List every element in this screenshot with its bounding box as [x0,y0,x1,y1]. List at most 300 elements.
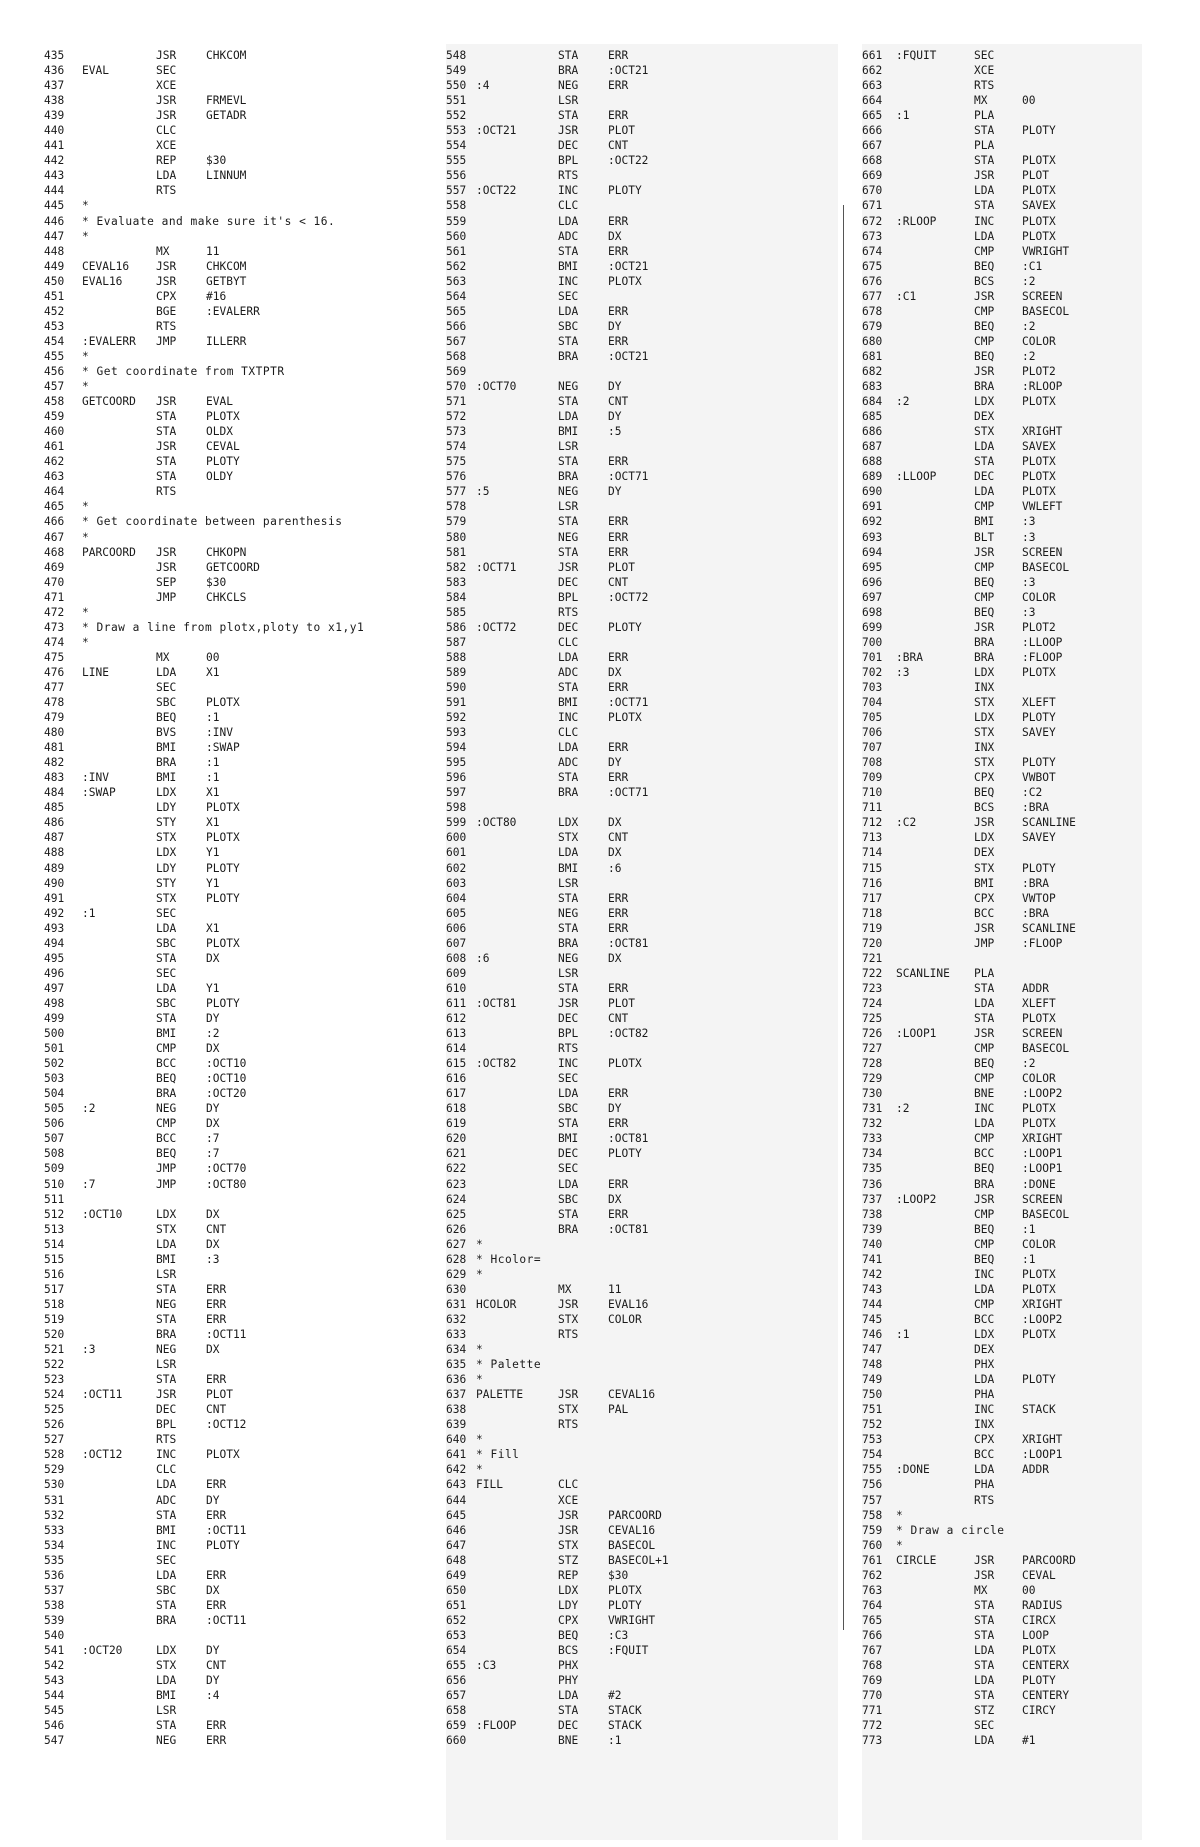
line-number: 497 [44,981,65,995]
operand: ERR [608,244,629,258]
opcode: LDA [558,304,579,318]
line-number: 580 [446,530,467,544]
opcode: STA [558,49,579,62]
opcode: CMP [974,560,995,574]
line-number: 438 [44,94,65,108]
line-number: 436 [44,64,65,78]
opcode: BRA [558,64,579,78]
opcode: JSR [558,1523,579,1537]
line-number: 478 [44,696,65,710]
line-number: 479 [44,711,65,725]
code-line [862,1493,1142,1508]
operand: PLOTX [1022,184,1056,198]
line-number: 482 [44,756,65,770]
line-number: 560 [446,229,467,243]
opcode: BCC [156,1057,177,1071]
comment-text: * Fill [476,1448,520,1462]
code-line [446,214,838,229]
label: :LOOP2 [896,1192,937,1206]
line-number: 469 [44,560,65,574]
code-line [446,830,838,845]
code-line [446,1207,838,1222]
opcode: STX [974,696,995,710]
line-number: 531 [44,1493,65,1507]
operand: PLOT [206,1388,233,1402]
opcode: CLC [558,199,579,213]
label: :OCT82 [476,1057,517,1071]
opcode: LDX [974,831,995,845]
line-number: 551 [446,94,467,108]
line-number: 682 [862,364,883,378]
operand: ERR [608,515,629,529]
line-number: 459 [44,410,65,424]
opcode: LDA [156,921,177,935]
opcode: LDA [974,1373,995,1387]
operand: CEVAL16 [608,1388,656,1402]
operand: :BRA [1022,906,1049,920]
code-line [862,1508,1142,1523]
operand: PARCOORD [1022,1553,1076,1567]
opcode: CLC [558,635,579,649]
operand: PLOTX [206,831,240,845]
code-line [446,1703,838,1718]
opcode: CPX [974,1433,995,1447]
operand: :C1 [1022,259,1043,273]
opcode: RTS [156,1433,177,1447]
code-line [446,1342,838,1357]
line-number: 572 [446,410,467,424]
line-number: 496 [44,966,65,980]
line-number: 696 [862,575,883,589]
opcode: LSR [558,94,579,108]
line-number: 562 [446,259,467,273]
operand: ERR [206,1478,227,1492]
line-number: 634 [446,1343,467,1357]
opcode: XCE [558,1493,579,1507]
operand: BASECOL [1022,1042,1070,1056]
operand: PLOT2 [1022,620,1056,634]
code-line [862,725,1142,740]
line-number: 536 [44,1568,65,1582]
opcode: STX [974,756,995,770]
code-line [446,1011,838,1026]
line-number: 532 [44,1508,65,1522]
opcode: JSR [156,560,177,574]
operand: EVAL16 [608,1297,649,1311]
operand: PLOTX [1022,1643,1056,1657]
code-line [862,499,1142,514]
code-line [862,560,1142,575]
code-line [446,1432,838,1447]
line-number: 523 [44,1373,65,1387]
line-number: 708 [862,756,883,770]
label: :5 [476,485,490,499]
line-number: 538 [44,1598,65,1612]
comment-text: * [82,349,90,363]
operand: XRIGHT [1022,425,1063,439]
opcode: PHX [974,1358,995,1372]
code-line [446,153,838,168]
operand: PLOT [608,560,635,574]
column-rule [843,205,844,1630]
line-number: 615 [446,1057,467,1071]
line-number: 528 [44,1448,65,1462]
operand: PLOTX [608,711,642,725]
opcode: JSR [156,395,177,409]
operand: SAVEX [1022,199,1056,213]
line-number: 571 [446,395,467,409]
label: :3 [896,665,910,679]
line-number: 669 [862,169,883,183]
operand: CNT [206,1222,227,1236]
line-number: 629 [446,1267,467,1281]
line-number: 493 [44,921,65,935]
line-number: 685 [862,410,883,424]
line-number: 716 [862,876,883,890]
comment-text: * [476,1343,484,1357]
line-number: 564 [446,289,467,303]
opcode: BCC [974,1147,995,1161]
comment-text: * [896,1538,904,1552]
opcode: CLC [558,726,579,740]
line-number: 510 [44,1177,65,1191]
line-number: 668 [862,154,883,168]
opcode: LDX [558,816,579,830]
line-number: 481 [44,741,65,755]
opcode: INC [974,1267,995,1281]
opcode: LDX [156,1643,177,1657]
operand: PLOTX [206,410,240,424]
line-number: 770 [862,1689,883,1703]
operand: PLOTX [1022,154,1056,168]
opcode: BRA [558,786,579,800]
code-line [446,665,838,680]
opcode: LDX [156,786,177,800]
opcode: LDY [156,861,177,875]
line-number: 541 [44,1643,65,1657]
line-number: 710 [862,786,883,800]
line-number: 592 [446,711,467,725]
code-line [446,183,838,198]
opcode: BEQ [974,1057,995,1071]
line-number: 756 [862,1478,883,1492]
line-number: 718 [862,906,883,920]
code-line [862,319,1142,334]
label: :DONE [896,1463,930,1477]
operand: CNT [608,395,629,409]
code-line [862,48,1142,63]
opcode: STA [974,1613,995,1627]
operand: DX [206,1343,220,1357]
opcode: ADC [156,1493,177,1507]
operand: PLOT [608,124,635,138]
operand: CNT [608,1012,629,1025]
operand: PLOTX [1022,1117,1056,1131]
opcode: XCE [156,79,177,93]
line-number: 495 [44,951,65,965]
comment-text: * [82,635,90,649]
operand: PLOTY [1022,1373,1056,1387]
line-number: 483 [44,771,65,785]
operand: :EVALERR [206,304,260,318]
line-number: 476 [44,665,65,679]
opcode: NEG [558,485,579,499]
label: LINE [82,665,109,679]
operand: X1 [206,921,220,935]
line-number: 468 [44,545,65,559]
listing-column-2 [446,44,838,1840]
line-number: 728 [862,1057,883,1071]
line-number: 617 [446,1087,467,1101]
opcode: LDA [558,1087,579,1101]
line-number: 542 [44,1659,65,1673]
opcode: LSR [156,1358,177,1372]
operand: SCANLINE [1022,921,1076,935]
opcode: CMP [974,304,995,318]
comment-text: * [82,380,90,394]
opcode: DEC [558,139,579,153]
operand: :OCT71 [608,470,649,484]
operand: ERR [608,1207,629,1221]
operand: :FLOOP [1022,650,1063,664]
code-line [446,785,838,800]
line-number: 623 [446,1177,467,1191]
opcode: MX [974,94,988,108]
line-number: 757 [862,1493,883,1507]
operand: :3 [1022,530,1036,544]
code-line [862,695,1142,710]
code-line [446,560,838,575]
line-number: 518 [44,1297,65,1311]
code-line [862,409,1142,424]
operand: PLOTX [1022,455,1056,469]
operand: CENTERX [1022,1659,1070,1673]
code-line [446,1146,838,1161]
line-number: 630 [446,1282,467,1296]
opcode: INX [974,680,995,694]
opcode: BEQ [974,349,995,363]
operand: :BRA [1022,801,1049,815]
operand: :SWAP [206,741,240,755]
label: :FQUIT [896,49,937,62]
operand: DX [206,1583,220,1597]
opcode: CMP [974,334,995,348]
operand: PLOTY [1022,756,1056,770]
line-number: 744 [862,1297,883,1311]
operand: PLOT2 [1022,364,1056,378]
line-number: 654 [446,1643,467,1657]
operand: :LOOP1 [1022,1162,1063,1176]
opcode: SBC [156,696,177,710]
code-line [446,1131,838,1146]
operand: CNT [608,139,629,153]
opcode: JSR [156,49,177,62]
opcode: BRA [156,1327,177,1341]
opcode: CMP [156,1117,177,1131]
line-number: 672 [862,214,883,228]
line-number: 769 [862,1674,883,1688]
line-number: 633 [446,1327,467,1341]
opcode: STA [156,1312,177,1326]
opcode: JSR [156,1388,177,1402]
code-line [862,514,1142,529]
opcode: BEQ [974,1222,995,1236]
operand: ERR [608,214,629,228]
comment-text: * [896,1508,904,1522]
line-number: 548 [446,49,467,62]
line-number: 660 [446,1734,467,1748]
code-line [862,1643,1142,1658]
opcode: BRA [558,1222,579,1236]
operand: :7 [206,1147,220,1161]
code-line [862,1372,1142,1387]
opcode: LSR [156,1704,177,1718]
code-line [446,1357,838,1372]
code-line [446,951,838,966]
label: :3 [82,1343,96,1357]
opcode: STA [974,455,995,469]
operand: ERR [608,1087,629,1101]
code-line [446,1643,838,1658]
code-line [446,740,838,755]
comment-text: * Palette [476,1358,542,1372]
label: GETCOORD [82,395,136,409]
line-number: 512 [44,1207,65,1221]
opcode: LDY [558,1598,579,1612]
code-line [862,1026,1142,1041]
line-number: 488 [44,846,65,860]
comment-text: * Hcolor= [476,1252,542,1266]
operand: ERR [608,79,629,93]
comment-text: * [476,1433,484,1447]
code-line [862,183,1142,198]
opcode: BEQ [974,1252,995,1266]
line-number: 540 [44,1628,65,1642]
code-line [446,1628,838,1643]
operand: ADDR [1022,1463,1049,1477]
operand: PLOTY [1022,711,1056,725]
opcode: BRA [974,635,995,649]
line-number: 610 [446,981,467,995]
code-line [862,785,1142,800]
opcode: DEC [974,470,995,484]
opcode: SEC [156,1553,177,1567]
opcode: INC [156,1448,177,1462]
comment-text: * [476,1463,484,1477]
operand: DY [608,485,622,499]
opcode: INC [156,1538,177,1552]
code-line [446,1658,838,1673]
code-line [862,951,1142,966]
opcode: STA [974,1598,995,1612]
code-line [862,665,1142,680]
opcode: SEC [558,1162,579,1176]
line-number: 618 [446,1102,467,1116]
opcode: BMI [974,515,995,529]
operand: Y1 [206,876,220,890]
line-number: 740 [862,1237,883,1251]
opcode: JSR [558,1388,579,1402]
line-number: 554 [446,139,467,153]
opcode: INC [558,184,579,198]
line-number: 670 [862,184,883,198]
line-number: 760 [862,1538,883,1552]
opcode: LDA [156,981,177,995]
line-number: 665 [862,109,883,123]
opcode: CMP [974,1297,995,1311]
label: :1 [896,109,910,123]
label: :2 [896,395,910,409]
operand: LOOP [1022,1628,1049,1642]
label: PARCOORD [82,545,136,559]
opcode: RTS [558,1042,579,1056]
opcode: LDA [974,1117,995,1131]
operand: DY [608,380,622,394]
operand: STACK [608,1719,642,1733]
operand: ILLERR [206,334,247,348]
code-line [862,545,1142,560]
opcode: DEC [558,1147,579,1161]
code-line [862,1282,1142,1297]
opcode: CMP [974,1072,995,1086]
label: SCANLINE [896,966,950,980]
opcode: PHA [974,1388,995,1402]
code-line [862,1357,1142,1372]
opcode: BPL [558,154,579,168]
line-number: 506 [44,1117,65,1131]
line-number: 702 [862,665,883,679]
opcode: STA [156,1719,177,1733]
line-number: 474 [44,635,65,649]
opcode: BMI [558,861,579,875]
operand: ADDR [1022,981,1049,995]
opcode: BEQ [974,605,995,619]
opcode: BMI [156,1523,177,1537]
opcode: LSR [558,440,579,454]
line-number: 657 [446,1689,467,1703]
label: :OCT20 [82,1643,123,1657]
operand: BASECOL [1022,1207,1070,1221]
code-line [862,1297,1142,1312]
operand: PLOTX [1022,1327,1056,1341]
opcode: JSR [156,274,177,288]
code-line [446,63,838,78]
opcode: CMP [974,1237,995,1251]
operand: 00 [1022,1583,1036,1597]
operand: 11 [608,1282,622,1296]
line-number: 577 [446,485,467,499]
opcode: PHA [974,1478,995,1492]
line-number: 705 [862,711,883,725]
line-number: 446 [44,214,65,228]
opcode: JSR [974,1027,995,1041]
operand: PLOTX [1022,665,1056,679]
opcode: NEG [558,530,579,544]
operand: VWBOT [1022,771,1056,785]
line-number: 659 [446,1719,467,1733]
line-number: 691 [862,500,883,514]
opcode: STA [558,1117,579,1131]
line-number: 557 [446,184,467,198]
line-number: 600 [446,831,467,845]
line-number: 674 [862,244,883,258]
line-number: 467 [44,530,65,544]
opcode: BCC [974,906,995,920]
opcode: NEG [156,1343,177,1357]
comment-text: * Draw a line from plotx,ploty to x1,y1 [82,620,365,634]
operand: ERR [608,906,629,920]
operand: ERR [608,530,629,544]
